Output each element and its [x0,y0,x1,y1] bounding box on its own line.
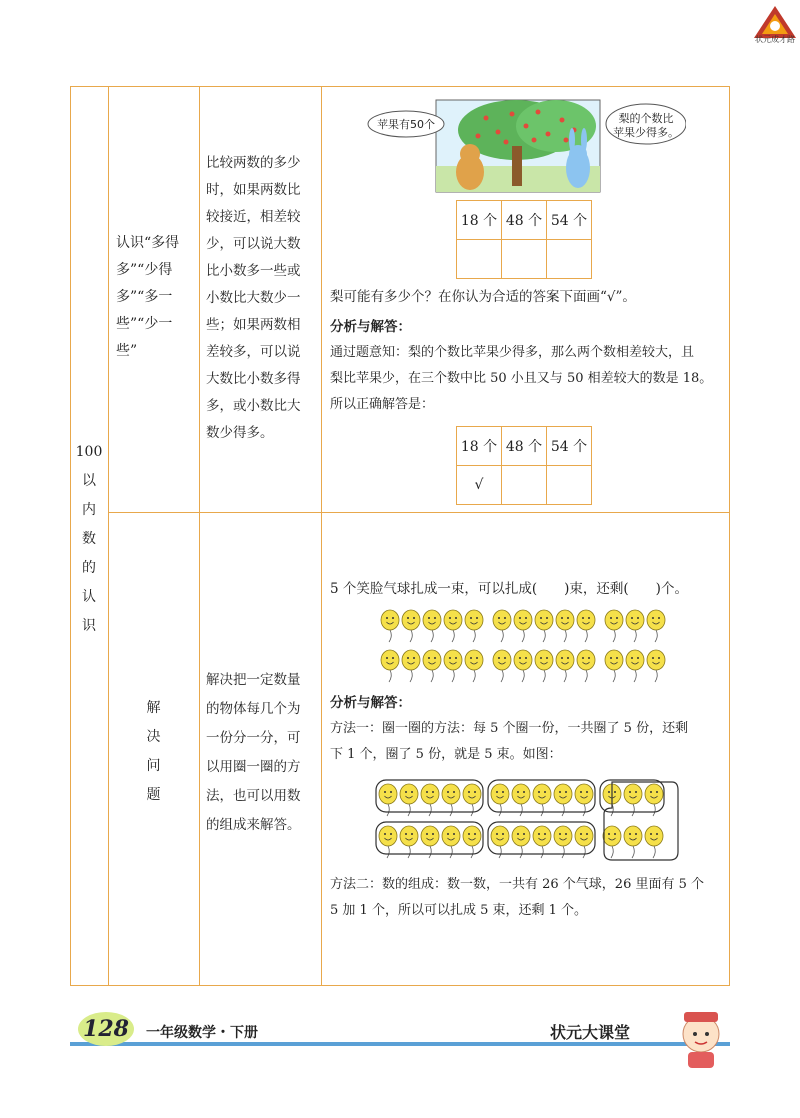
smiley-balloon-icon [605,650,623,682]
smiley-balloon-icon [624,826,642,858]
question-text: 梨可能有多少个？在你认为合适的答案下面画“√”。 [330,289,636,305]
analysis-title: 分析与解答： [330,319,411,335]
smiley-balloon-icon [512,826,530,858]
smiley-balloon-icon [493,610,511,642]
smiley-balloon-icon [554,826,572,858]
smiley-balloon-icon [645,826,663,858]
smiley-balloon-icon [577,650,595,682]
smiley-balloon-icon [381,650,399,682]
table-divider [199,86,200,986]
smiley-balloon-icon [444,650,462,682]
smiley-balloon-icon [423,650,441,682]
row2-topic: 解 决 问 题 [146,700,161,803]
smiley-balloon-icon [533,784,551,816]
row1-topic: 认识“多得 多”“少得 多”“多一 些”“少一 些” [116,235,180,359]
row-divider [108,512,730,513]
smiley-balloon-icon [381,610,399,642]
brand-title: 状元大课堂 [550,1023,631,1042]
smiley-balloon-icon [605,610,623,642]
right-speech-bubble-line1: 梨的个数比 [618,112,674,125]
analysis-title: 分析与解答： [330,695,411,711]
smiley-balloon-icon [556,650,574,682]
smiley-balloon-icon [626,610,644,642]
smiley-balloon-icon [512,784,530,816]
balloon-question: 5 个笑脸气球扎成一束，可以扎成( )束，还剩( )个。 [330,581,688,597]
smiley-balloon-icon [626,650,644,682]
smiley-balloon-icon [400,784,418,816]
answer-blank[interactable] [457,240,502,279]
answer-table [456,426,592,505]
section-label: 100 以 内 数 的 认 识 [75,444,103,634]
check-mark: √ [457,466,502,505]
answer-blank [547,466,592,505]
smiley-balloon-icon [465,650,483,682]
logo-text: 状元成才路 [755,35,795,44]
smiley-balloon-icon [535,650,553,682]
smiley-balloon-icon [442,826,460,858]
answer-blank [502,466,547,505]
smiley-balloon-icon [647,610,665,642]
choice-table [456,200,592,279]
book-title: 一年级数学・下册 [146,1025,258,1041]
choice-cell: 54 个 [547,427,592,466]
smiley-balloon-icon [444,610,462,642]
smiley-balloon-icon [402,650,420,682]
table-divider [108,86,109,986]
method1-text: 方法一：圈一圈的方法：每 5 个圈一份，一共圈了 5 份，还剩 下 1 个，圈了 5 份，就是 5 束。如图： [330,721,689,762]
apple-tree-illustration [366,96,686,194]
row1-method: 比较两数的多少 时，如果两数比 较接近，相差较 少，可以说大数 比小数多一些或 小数比大数少一 些；如果两数相 差较多，可以说 大数比小数多得 多，或小数比大 数少得多。 [206,155,301,441]
method2-text: 方法二：数的组成：数一数，一共有 26 个气球，26 里面有 5 个 5 加 1 个，所以可以扎成 5 束，还剩 1 个。 [330,877,705,918]
choice-cell: 48 个 [502,201,547,240]
choice-cell: 18 个 [457,427,502,466]
balloon-group-circled [372,772,682,868]
smiley-balloon-icon [577,610,595,642]
balloons-plain-svg [380,608,670,688]
smiley-balloon-icon [493,650,511,682]
smiley-balloon-icon [554,784,572,816]
answer-blank[interactable] [547,240,592,279]
smiley-balloon-icon [514,650,532,682]
balloon-group-plain [380,608,670,692]
smiley-balloon-icon [402,610,420,642]
smiley-balloon-icon [400,826,418,858]
smiley-balloon-icon [647,650,665,682]
smiley-balloon-icon [645,784,663,816]
row2-method: 解决把一定数量 的物体每几个为 一份分一分，可 以用圈一圈的方 法，也可以用数 的组成来解答。 [206,672,301,833]
right-speech-bubble-line2: 苹果少得多。 [613,126,679,139]
page-number: 128 [78,1012,134,1046]
smiley-balloon-icon [603,826,621,858]
smiley-balloon-icon [535,610,553,642]
smiley-balloon-icon [423,610,441,642]
choice-cell: 18 个 [457,201,502,240]
smiley-balloon-icon [442,784,460,816]
smiley-balloon-icon [533,826,551,858]
smiley-balloon-icon [465,610,483,642]
answer-blank[interactable] [502,240,547,279]
smiley-balloon-icon [421,784,439,816]
smiley-balloon-icon [624,784,642,816]
smiley-balloon-icon [556,610,574,642]
mascot-icon [672,1006,730,1070]
choice-cell: 54 个 [547,201,592,240]
left-speech-bubble: 苹果有50个 [377,118,435,131]
choice-cell: 48 个 [502,427,547,466]
footer-bar [70,1042,730,1046]
smiley-balloon-icon [421,826,439,858]
analysis-text: 通过题意知：梨的个数比苹果少得多，那么两个数相差较大，且 梨比苹果少，在三个数中比 50 小且又与 50 相差较大的数是 18。 所以正确解答是： [330,345,713,412]
smiley-balloon-icon [514,610,532,642]
